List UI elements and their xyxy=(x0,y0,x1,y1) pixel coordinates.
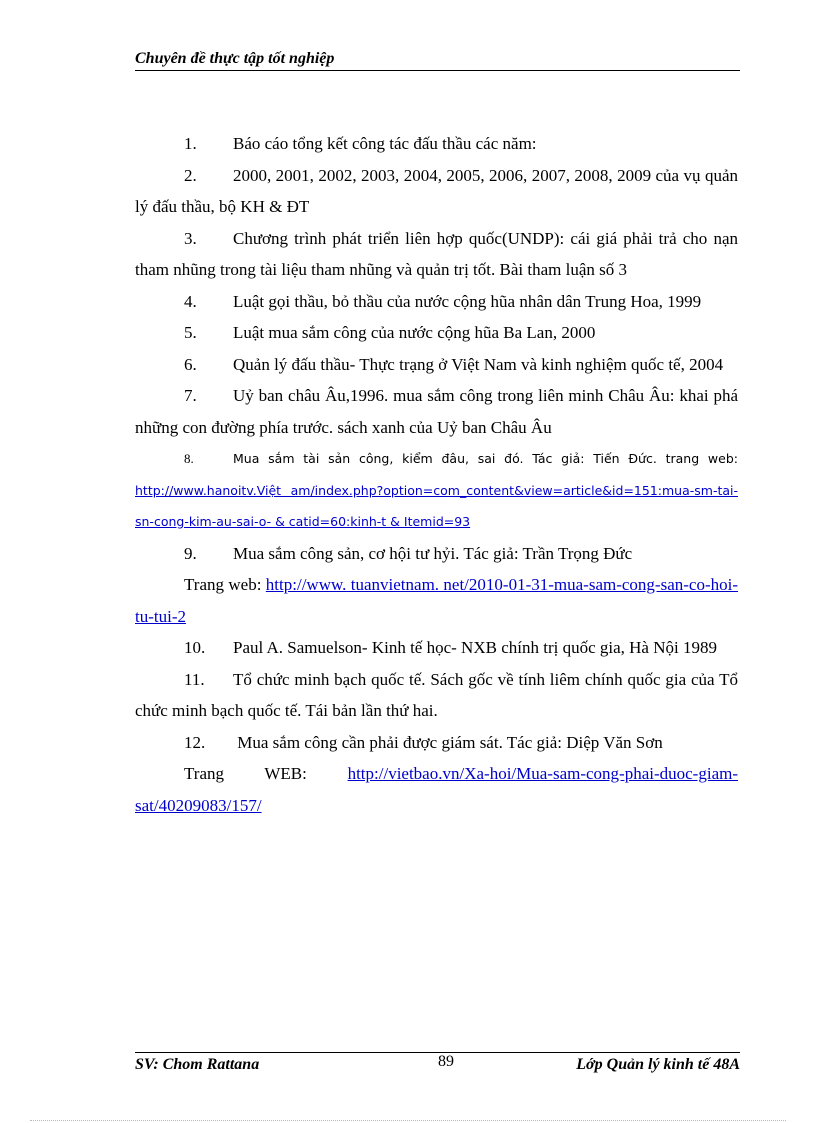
page-header xyxy=(135,50,740,71)
reference-item xyxy=(135,286,738,318)
reference-link[interactable]: http://vietbao.vn/Xa-hoi/Mua-sam-cong-phai-duoc-giam-sat/40209083/157/ xyxy=(135,764,738,815)
web-label: Trang web: xyxy=(184,575,266,594)
reference-number: 4. xyxy=(184,291,197,311)
reference-item xyxy=(135,349,738,381)
reference-text: Luật gọi thầu, bỏ thầu của nước cộng hũa nhân dân Trung Hoa, 1999 xyxy=(233,291,702,311)
reference-item xyxy=(135,128,738,160)
page-footer xyxy=(135,1052,740,1077)
reference-text: Uỷ ban châu Âu,1996. mua sắm công trong liên minh Châu Âu: khai phá những con đường phía trước. sách xanh của Uỷ ban Châu Âu xyxy=(135,386,738,437)
reference-number: 6. xyxy=(184,354,197,374)
reference-text: Mua sắm công cần phải được giám sát. Tác giả: Diệp Văn Sơn xyxy=(233,732,663,752)
reference-item xyxy=(135,317,738,349)
reference-web-line xyxy=(135,758,738,821)
reference-number: 8. xyxy=(184,451,194,466)
header-title: Chuyên đề thực tập tốt nghiệp xyxy=(135,50,335,67)
page-edge-divider xyxy=(30,1120,786,1121)
page-number: 89 xyxy=(438,1053,454,1070)
reference-web-line xyxy=(135,569,738,632)
reference-item xyxy=(135,443,738,538)
web-label: Trang WEB: xyxy=(184,764,348,783)
reference-text: Mua sắm tài sản công, kiểm đâu, sai đó. Tác giả: Tiến Đức. trang web: xyxy=(233,451,738,466)
reference-link[interactable]: http://www. tuanvietnam. net/2010-01-31-mua-sam-cong-san-co-hoi-tu-tui-2 xyxy=(135,575,738,626)
reference-text: Paul A. Samuelson- Kinh tế học- NXB chính trị quốc gia, Hà Nội 1989 xyxy=(233,638,717,657)
reference-number: 1. xyxy=(184,134,197,153)
reference-item xyxy=(135,223,738,286)
reference-number: 11. xyxy=(184,669,205,689)
reference-number: 10. xyxy=(184,638,206,657)
reference-number: 5. xyxy=(184,323,197,342)
reference-list xyxy=(135,128,738,821)
reference-number: 12. xyxy=(184,732,206,752)
reference-number: 3. xyxy=(184,228,197,248)
reference-text: Tổ chức minh bạch quốc tế. Sách gốc về tính liêm chính quốc gia của Tổ chức minh bạch quốc tế. Tái bản lần thứ hai. xyxy=(135,669,738,720)
reference-text: Luật mua sắm công của nước cộng hũa Ba Lan, 2000 xyxy=(233,323,596,342)
reference-link[interactable]: http://www.hanoitv.Việt am/index.php?option=com_content&view=article&id=151:mua-sm-tai-sn-cong-kim-au-sai-o- & catid=60:kinh-t & Itemid=93 xyxy=(135,482,738,529)
reference-item xyxy=(135,160,738,223)
reference-text: Chương trình phát triển liên hợp quốc(UNDP): cái giá phải trả cho nạn tham nhũng trong tài liệu tham nhũng và quản trị tốt. Bài tham luận số 3 xyxy=(135,228,738,279)
reference-text: Báo cáo tổng kết công tác đấu thầu các năm: xyxy=(233,134,537,153)
reference-text: Quản lý đấu thầu- Thực trạng ở Việt Nam và kinh nghiệm quốc tế, 2004 xyxy=(233,354,724,374)
class-name: Lớp Quản lý kinh tế 48A xyxy=(576,1056,740,1073)
reference-item xyxy=(135,632,738,664)
reference-text: Mua sắm công sản, cơ hội tư hỷi. Tác giả: Trần Trọng Đức xyxy=(233,543,633,563)
reference-item xyxy=(135,380,738,443)
reference-text: 2000, 2001, 2002, 2003, 2004, 2005, 2006, 2007, 2008, 2009 của vụ quản lý đấu thầu, bộ KH & ĐT xyxy=(135,165,738,216)
reference-number: 9. xyxy=(184,543,197,563)
reference-item xyxy=(135,664,738,727)
reference-item xyxy=(135,727,738,759)
reference-number: 2. xyxy=(184,165,197,185)
reference-item xyxy=(135,538,738,570)
reference-number: 7. xyxy=(184,386,197,405)
student-name: SV: Chom Rattana xyxy=(135,1056,260,1073)
